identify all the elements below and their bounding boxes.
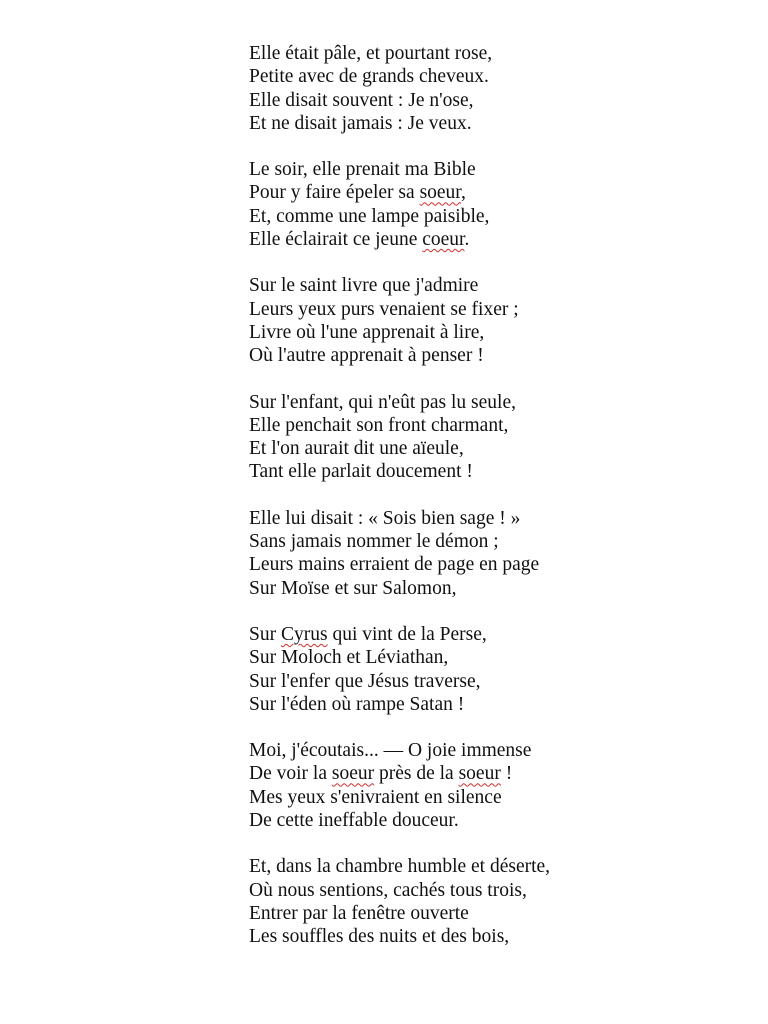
line-text: De cette ineffable douceur. [249,810,459,832]
line-text: Entrer par la fenêtre ouverte [249,902,469,924]
line-text: Elle était pâle, et pourtant rose, [249,43,493,64]
poem-line [249,321,729,344]
line-text: Où l'autre apprenait à penser ! [249,345,484,367]
stanza [249,623,729,716]
line-text: Tant elle parlait doucement ! [249,461,473,483]
spellcheck-flagged-word: Cyrus [280,623,328,645]
line-text: Sur l'enfer que Jésus traverse, [249,670,481,692]
poem-line [249,228,729,251]
poem-line [249,855,729,878]
line-text: Pour y faire épeler sa [249,182,420,204]
poem-line [249,391,729,414]
poem-line [249,414,729,437]
poem-line [249,437,729,460]
line-text: Sur Moloch et Léviathan, [249,647,449,669]
line-text: , [461,182,466,204]
line-text: . [464,229,470,251]
poem-line [249,879,729,902]
poem-line [249,623,729,646]
poem-line [249,65,729,88]
poem-line [249,786,729,809]
line-text: Et, dans la chambre humble et déserte, [249,856,551,878]
line-text: De voir la [249,763,332,785]
poem-line [249,298,729,321]
poem-line [249,925,729,948]
line-text: Sur le saint livre que j'admire [249,275,479,297]
poem-line [249,739,729,762]
line-text: près de la [374,763,459,785]
line-text: Elle lui disait : « Sois bien sage ! » [249,507,521,529]
poem-text [249,42,729,972]
line-text: Leurs mains erraient de page en page [249,554,540,576]
poem-line [249,553,729,576]
line-text: Sur Moïse et sur Salomon, [249,577,457,599]
stanza [249,274,729,367]
spellcheck-flagged-word: soeur [331,763,375,785]
spellcheck-flagged-word: soeur [458,763,501,785]
poem-line [249,809,729,832]
poem-line [249,507,729,530]
line-text: Où nous sentions, cachés tous trois, [249,879,527,901]
poem-line [249,205,729,228]
line-text: Sans jamais nommer le démon ; [249,531,499,553]
line-text: Elle éclairait ce jeune [249,229,423,251]
line-text: ! [500,763,513,785]
line-text: Les souffles des nuits et des bois, [249,926,510,948]
poem-line [249,530,729,553]
line-text: Petite avec de grands cheveux. [249,66,489,88]
poem-line [249,181,729,204]
stanza [249,42,729,135]
stanza [249,507,729,600]
poem-line [249,274,729,297]
poem-line [249,693,729,716]
poem-line [249,112,729,135]
spellcheck-flagged-word: soeur [419,182,462,204]
line-text: qui vint de la Perse, [327,623,487,645]
poem-line [249,344,729,367]
poem-line [249,762,729,785]
line-text: Sur l'éden où rampe Satan ! [249,693,465,715]
line-text: Sur l'enfant, qui n'eût pas lu seule, [249,391,516,413]
stanza [249,158,729,251]
poem-line [249,646,729,669]
spellcheck-flagged-word: coeur [422,229,465,251]
line-text: Le soir, elle prenait ma Bible [249,159,476,181]
line-text: Leurs yeux purs venaient se fixer ; [249,298,519,320]
line-text: Et l'on aurait dit une aïeule, [249,438,464,460]
poem-line [249,42,729,65]
poem-line [249,670,729,693]
stanza [249,855,729,948]
poem-line [249,902,729,925]
poem-line [249,158,729,181]
line-text: Et ne disait jamais : Je veux. [249,112,472,134]
line-text: Elle penchait son front charmant, [249,414,509,436]
line-text: Elle disait souvent : Je n'ose, [249,89,474,111]
line-text: Et, comme une lampe paisible, [249,205,490,227]
poem-line [249,89,729,112]
stanza [249,739,729,832]
line-text: Sur [249,623,281,645]
line-text: Livre où l'une apprenait à lire, [249,321,485,343]
poem-line [249,577,729,600]
line-text: Mes yeux s'enivraient en silence [249,786,502,808]
poem-line [249,460,729,483]
line-text: Moi, j'écoutais... — O joie immense [249,740,532,762]
stanza [249,391,729,484]
